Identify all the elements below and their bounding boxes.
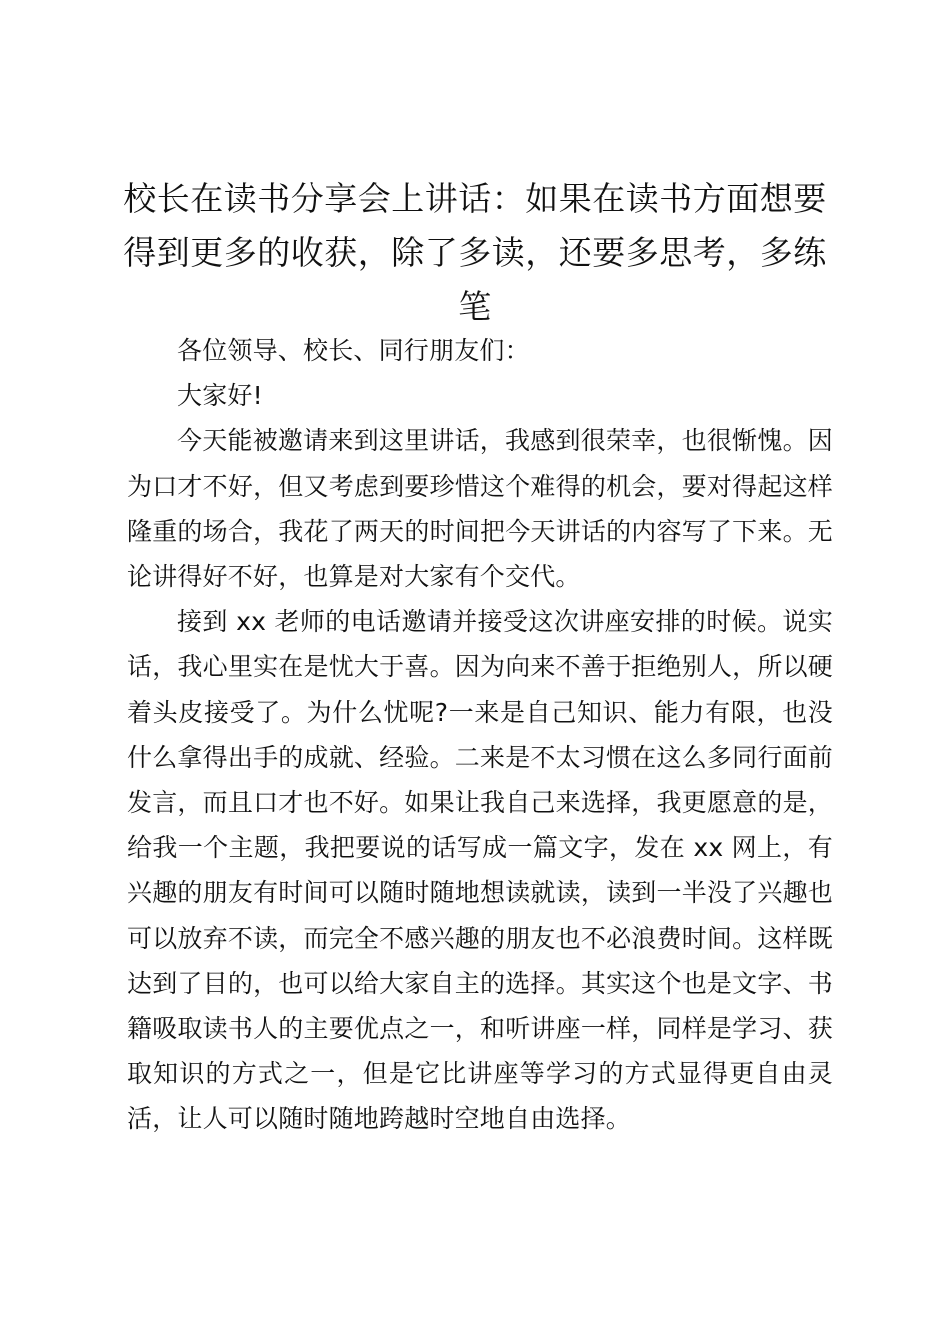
greeting-paragraph: 大家好! [177, 381, 263, 411]
document-title: 校长在读书分享会上讲话：如果在读书方面想要得到更多的收获，除了多读，还要多思考，多练笔 [123, 179, 827, 326]
body-paragraph: 今天能被邀请来到这里讲话，我感到很荣幸，也很惭愧。因为口才不好，但又考虑到要珍惜这个难得的机会，要对得起这样隆重的场合，我花了两天的时间把今天讲话的内容写了下来。无论讲得好不好，也算是对大家有个交代。 [127, 426, 833, 592]
document-body [127, 328, 833, 1142]
body-paragraph: 接到 xx 老师的电话邀请并接受这次讲座安排的时候。说实话，我心里实在是忧大于喜。因为向来不善于拒绝别人，所以硬着头皮接受了。为什么忧呢?一来是自己知识、能力有限，也没什么拿得出手的成就、经验。二来是不太习惯在这么多同行面前发言，而且口才也不好。如果让我自己来选择，我更愿意的是，给我一个主题，我把要说的话写成一篇文字，发在 xx 网上，有兴趣的朋友有时间可以随时随地想读就读，读到一半没了兴趣也可以放弃不读，而完全不感兴趣的朋友也不必浪费时间。这样既达到了目的，也可以给大家自主的选择。其实这个也是文字、书籍吸取读书人的主要优点之一，和听讲座一样，同样是学习、获取知识的方式之一，但是它比讲座等学习的方式显得更自由灵活，让人可以随时随地跨越时空地自由选择。 [127, 607, 833, 1134]
salutation-paragraph: 各位领导、校长、同行朋友们： [177, 336, 530, 365]
